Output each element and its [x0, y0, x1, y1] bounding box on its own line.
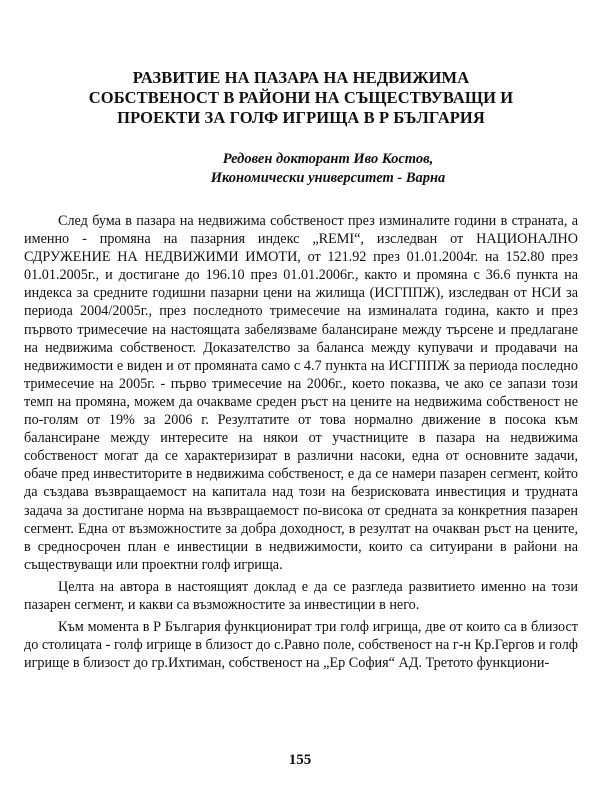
paper-title [42, 68, 560, 128]
author-block [24, 150, 578, 188]
title-line: РАЗВИТИЕ НА ПАЗАРА НА НЕДВИЖИМА [132, 68, 470, 87]
page-number: 155 [288, 752, 312, 768]
title-line: ПРОЕКТИ ЗА ГОЛФ ИГРИЩА В Р БЪЛГАРИЯ [117, 108, 485, 127]
author-name: Редовен докторант Иво Костов, [222, 151, 434, 167]
paragraph: След бума в пазара на недвижима собственост през изминалите години в страната, а именно - промяна на пазарния индекс „REMI“, изследван от НАЦИОНАЛНО СДРУЖЕНИЕ НА НЕДВИЖИМИ ИМОТИ, от 121.92 през 01.01.2004г. на 152.80 през 01.01.2005г., и достигане до 196.10 през 01.01.2006г., както и промяна с 36.6 пункта на индекса за средните годишни пазарни цени на жилища (ИСГППЖ), изследван от НСИ за периода 2004/2005г., през последното тримесечие на изминалата година, както и през първото тримесечие на настоящата забелязваме балансиране между търсене и предлагане на недвижима собственост. Доказателство за баланса между купувачи и продавачи на недвижимости е виден и от промяната само с 4.7 пункта на ИСГППЖ за периода последно тримесечие на 2005г. - първо тримесечие на 2006г., което показва, че ако се запази този темп на промяна, можем да очакваме среден ръст на цените на недвижима собственост не по-голям от 19% за 2006 г. Резултатите от това нормално движение в посока към балансиране между интересите на някои от участниците в пазара на недвижима собственост могат да се характеризират в различни насоки, една от основните задачи, обаче пред инвеститорите в недвижима собственост, е да се намери пазарен сегмент, който да създава възвращаемост на капитала над този на безрисковата инвестиция и трудната задача за достигане норма на възвращаемост по-висока от средната за конкретния пазарен сегмент. Една от възможностите за добра доходност, в резултат на очакван ръст на цените, в средносрочен план е инвестиции в недвижимости, които са ситуирани в райони на съществуващи или проектни голф игрища. [24, 213, 578, 573]
paragraph: Към момента в Р България функционират три голф игрища, две от които са в близост до столицата - голф игрище в близост до с.Равно поле, собственост на г-н Кр.Гергов и голф игрище в близост до гр.Ихтиман, собственост на „Ер София“ АД. Третото функциони- [24, 619, 578, 672]
body-text [24, 212, 578, 672]
author-affiliation: Икономически университет - Варна [210, 170, 446, 186]
paragraph: Целта на автора в настоящият доклад е да се разгледа развитието именно на този пазарен сегмент, и какви са възможностите за инвестиции в него. [24, 578, 578, 613]
title-line: СОБСТВЕНОСТ В РАЙОНИ НА СЪЩЕСТВУВАЩИ И [88, 88, 514, 107]
